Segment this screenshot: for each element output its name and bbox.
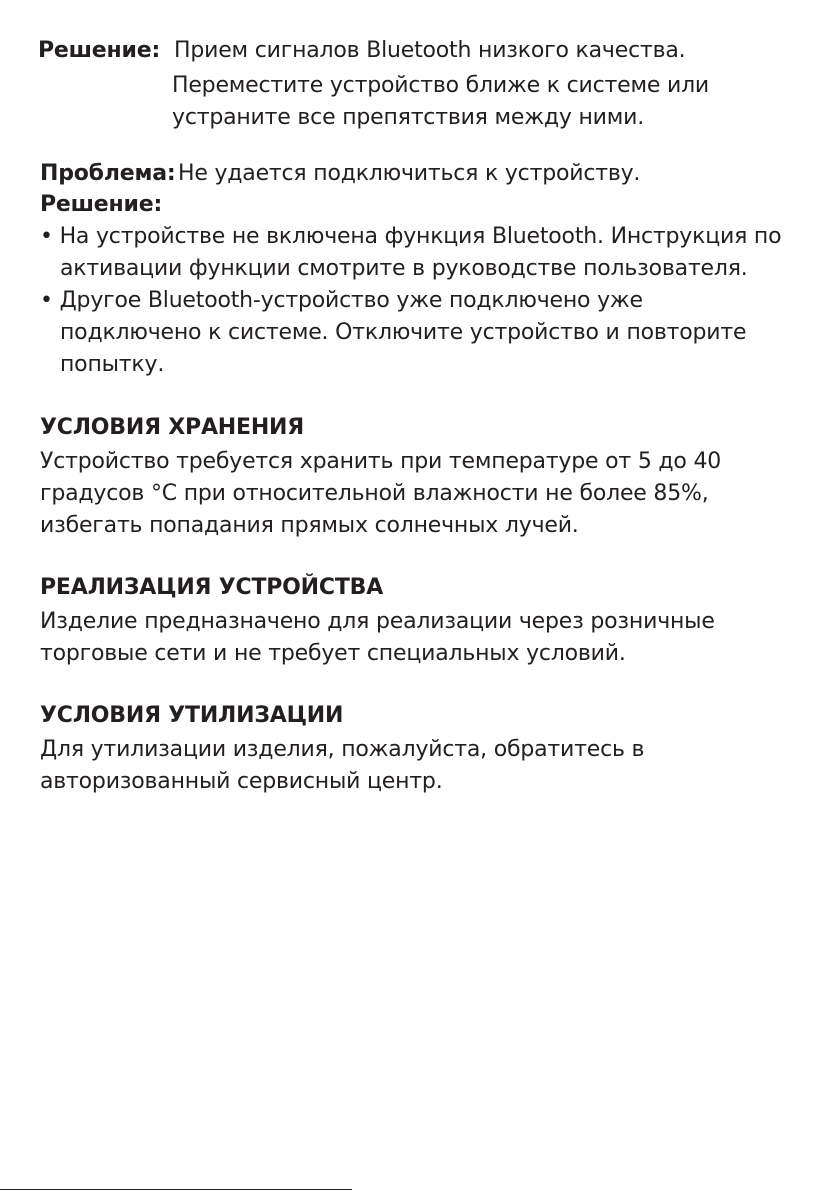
storage-line-1: Устройство требуется хранить при температуре от 5 до 40	[40, 449, 722, 474]
bullet-1-line-1: • На устройстве не включена функция Bluetooth. Инструкция по	[40, 224, 782, 249]
storage-line-2: градусов °С при относительной влажности не более 85%,	[40, 481, 709, 506]
disposal-line-2: авторизованный сервисный центр.	[40, 769, 443, 794]
problem-label: Проблема:	[40, 161, 176, 186]
bullet-2-line-2: подключено к системе. Отключите устройство и повторите	[60, 320, 747, 345]
solution-text-line-2: Переместите устройство ближе к системе или	[172, 73, 710, 98]
storage-heading: УСЛОВИЯ ХРАНЕНИЯ	[40, 415, 304, 440]
solution-label-1: Решение:	[38, 38, 161, 63]
bottom-rule	[0, 1189, 352, 1190]
sales-line-2: торговые сети и не требует специальных условий.	[40, 641, 626, 666]
problem-text: Не удается подключиться к устройству.	[178, 161, 641, 186]
disposal-line-1: Для утилизации изделия, пожалуйста, обратитесь в	[40, 737, 645, 762]
solution-text-line-3: устраните все препятствия между ними.	[172, 105, 645, 130]
sales-line-1: Изделие предназначено для реализации через розничные	[40, 609, 715, 634]
disposal-heading: УСЛОВИЯ УТИЛИЗАЦИИ	[40, 703, 344, 728]
bullet-2-line-3: попытку.	[60, 352, 165, 377]
solution-label-2: Решение:	[40, 192, 163, 217]
bullet-1-line-2: активации функции смотрите в руководстве пользователя.	[60, 256, 748, 281]
bullet-2-line-1: • Другое Bluetooth-устройство уже подключено уже	[40, 288, 643, 313]
solution-text-line-1: Прием сигналов Bluetooth низкого качества.	[174, 38, 686, 63]
storage-line-3: избегать попадания прямых солнечных лучей.	[40, 513, 579, 538]
sales-heading: РЕАЛИЗАЦИЯ УСТРОЙСТВА	[40, 575, 384, 600]
